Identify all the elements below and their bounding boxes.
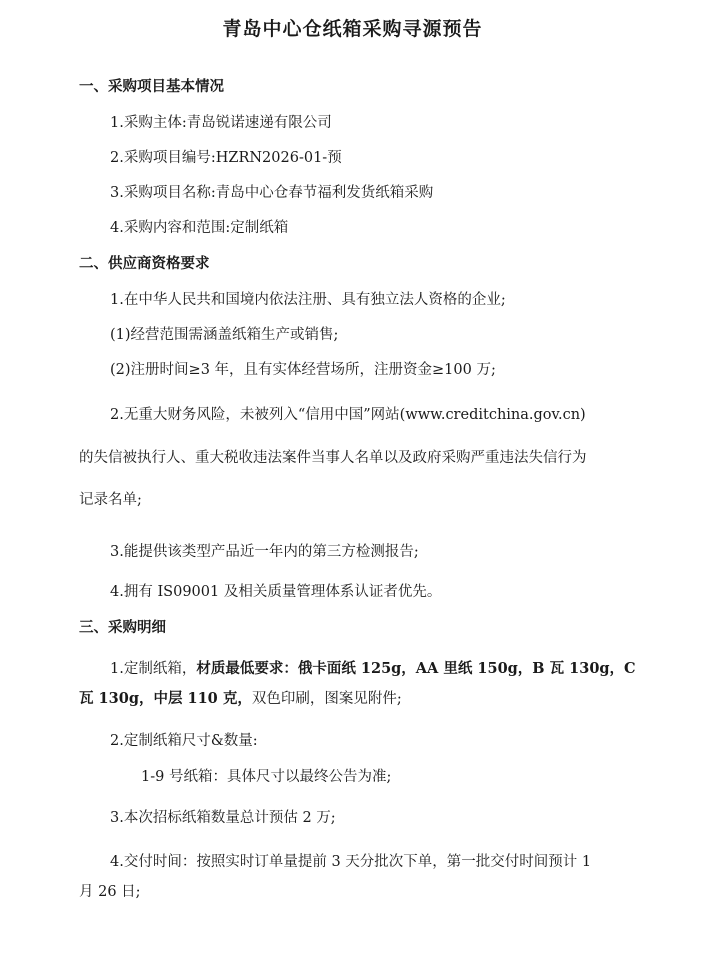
list-item: (1)经营范围需涵盖纸箱生产或销售;	[110, 327, 339, 343]
list-item: 3.本次招标纸箱数量总计预估 2 万;	[110, 810, 336, 826]
list-item: 1.在中华人民共和国境内依法注册、具有独立法人资格的企业;	[110, 292, 506, 308]
page-title: 青岛中心仓纸箱采购寻源预告	[222, 18, 483, 40]
list-item: 4.拥有 IS09001 及相关质量管理体系认证者优先。	[110, 584, 442, 600]
list-item	[79, 689, 402, 709]
list-item: 的失信被执行人、重大税收违法案件当事人名单以及政府采购严重违法失信行为	[79, 450, 587, 466]
item-prefix: 1.定制纸箱，	[110, 661, 197, 677]
list-item: 记录名单;	[79, 492, 142, 508]
list-item: 3.能提供该类型产品近一年内的第三方检测报告;	[110, 544, 419, 560]
material-requirement: 材质最低要求：俄卡面纸 125g，AA 里纸 150g，B 瓦 130g，C	[196, 660, 636, 677]
material-requirement: 瓦 130g，中层 110 克，	[79, 690, 252, 707]
section-heading-qualifications: 二、供应商资格要求	[79, 256, 210, 272]
list-item: 4.交付时间：按照实时订单量提前 3 天分批次下单，第一批交付时间预计 1	[110, 854, 592, 870]
list-item: 2.无重大财务风险，未被列入“信用中国”网站(www.creditchina.gov.cn)	[110, 407, 586, 423]
list-item	[110, 659, 636, 679]
list-item: 2.定制纸箱尺寸&数量:	[110, 733, 258, 749]
item-suffix: 双色印刷，图案见附件;	[251, 691, 402, 707]
list-item: 3.采购项目名称:青岛中心仓春节福利发货纸箱采购	[110, 185, 434, 201]
list-item: 2.采购项目编号:HZRN2026-01-预	[110, 150, 342, 166]
section-heading-basic-info: 一、采购项目基本情况	[79, 79, 224, 95]
list-item: (2)注册时间≥3 年，且有实体经营场所，注册资金≥100 万;	[110, 362, 496, 378]
list-item: 4.采购内容和范围:定制纸箱	[110, 220, 289, 236]
list-item: 1-9 号纸箱：具体尺寸以最终公告为准;	[141, 769, 392, 785]
section-heading-details: 三、采购明细	[79, 620, 166, 636]
list-item: 月 26 日;	[79, 884, 141, 900]
list-item: 1.采购主体:青岛锐诺速递有限公司	[110, 115, 332, 131]
